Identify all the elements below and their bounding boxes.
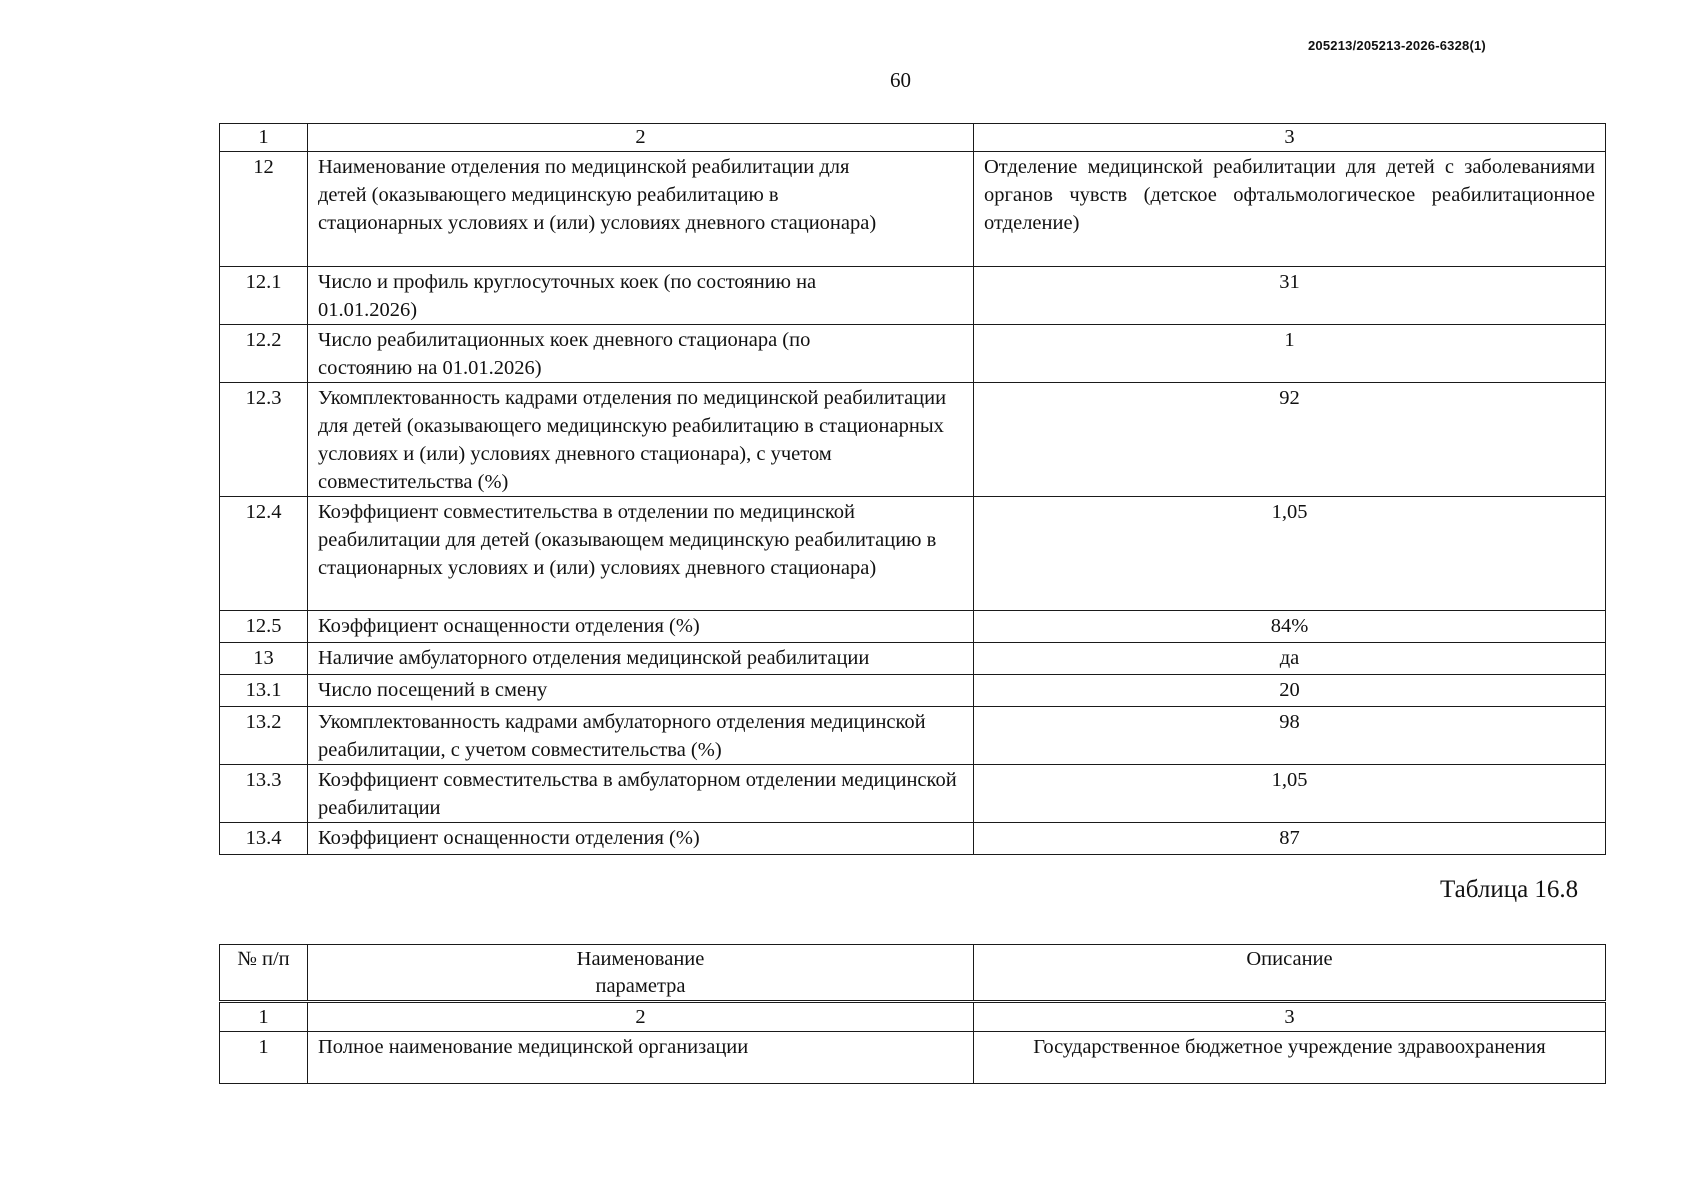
row-number: 13.4 [220,823,308,855]
table-row [220,152,1606,267]
row-value: Государственное бюджетное учреждение здравоохранения [974,1032,1606,1084]
row-value: 84% [974,611,1606,643]
page-number: 60 [890,68,911,92]
row-value: 20 [974,675,1606,707]
row-value: Отделение медицинской реабилитации для детей с заболеваниями органов чувств (детское офтальмологическое реабилитационное отделение) [974,152,1606,267]
document-id: 205213/205213-2026-6328(1) [1308,38,1486,53]
header-num: № п/п [220,945,308,1002]
row-value: да [974,643,1606,675]
row-parameter: Коэффициент совместительства в амбулаторном отделении медицинской реабилитации [308,765,974,823]
column-numbers-row [220,124,1606,152]
column-number: 2 [308,124,974,152]
header-row [220,945,1606,1002]
row-number: 13.2 [220,707,308,765]
column-number: 3 [974,124,1606,152]
row-value: 1,05 [974,765,1606,823]
header-description: Описание [974,945,1606,1002]
row-value: 31 [974,267,1606,325]
table-row [220,765,1606,823]
table-row [220,383,1606,497]
row-value: 1 [974,325,1606,383]
header-name: Наименование параметра [308,945,974,1002]
row-parameter: Коэффициент совместительства в отделении по медицинской реабилитации для детей (оказывающем медицинскую реабилитацию в стационарных условиях и (или) условиях дневного стационара) [308,497,974,611]
row-parameter: Число и профиль круглосуточных коек (по состоянию на 01.01.2026) [308,267,974,325]
row-parameter: Укомплектованность кадрами отделения по медицинской реабилитации для детей (оказывающего медицинскую реабилитацию в стационарных условиях и (или) условиях дневного стационара), с учетом совместительства (%) [308,383,974,497]
row-value: 92 [974,383,1606,497]
table-caption: Таблица 16.8 [1440,876,1579,903]
row-parameter: Полное наименование медицинской организации [308,1032,974,1084]
row-number: 12.5 [220,611,308,643]
table-16-8 [219,944,1606,1084]
row-number: 1 [220,1032,308,1084]
table-row [220,823,1606,855]
column-numbers-row [220,1002,1606,1032]
row-parameter: Число посещений в смену [308,675,974,707]
row-value: 98 [974,707,1606,765]
row-number: 12.1 [220,267,308,325]
table-row [220,643,1606,675]
row-parameter: Число реабилитационных коек дневного стационара (по состоянию на 01.01.2026) [308,325,974,383]
row-number: 12 [220,152,308,267]
row-parameter: Укомплектованность кадрами амбулаторного отделения медицинской реабилитации, с учетом совместительства (%) [308,707,974,765]
row-parameter: Наименование отделения по медицинской реабилитации для детей (оказывающего медицинскую реабилитацию в стационарных условиях и (или) условиях дневного стационара) [308,152,974,267]
row-parameter: Коэффициент оснащенности отделения (%) [308,823,974,855]
row-number: 13.1 [220,675,308,707]
table-row [220,707,1606,765]
row-parameter: Коэффициент оснащенности отделения (%) [308,611,974,643]
table-row [220,325,1606,383]
table-row [220,267,1606,325]
row-number: 13 [220,643,308,675]
row-number: 12.3 [220,383,308,497]
table-row [220,675,1606,707]
column-number: 2 [308,1002,974,1032]
table-row [220,497,1606,611]
row-number: 12.2 [220,325,308,383]
column-number: 1 [220,124,308,152]
row-number: 13.3 [220,765,308,823]
row-number: 12.4 [220,497,308,611]
table-row [220,1032,1606,1084]
table-row [220,611,1606,643]
column-number: 1 [220,1002,308,1032]
main-table [219,123,1606,855]
row-value: 87 [974,823,1606,855]
column-number: 3 [974,1002,1606,1032]
row-parameter: Наличие амбулаторного отделения медицинской реабилитации [308,643,974,675]
row-value: 1,05 [974,497,1606,611]
